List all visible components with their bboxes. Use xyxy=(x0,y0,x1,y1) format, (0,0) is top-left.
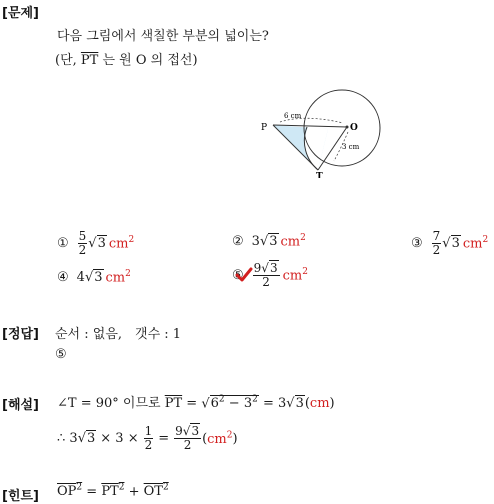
solution-line-2: ∴ 3 √3 × 3 × $\frac{1}{2}$ = $\frac{9√3}{2}$ $(cm^2)$ xyxy=(57,424,238,452)
label-6cm: 6 cm xyxy=(284,112,302,120)
choice-number: ① xyxy=(57,236,69,251)
radical: √3 xyxy=(88,236,106,251)
radical: √3 xyxy=(84,269,103,285)
geometry-figure xyxy=(255,88,385,178)
choice-3[interactable] xyxy=(411,230,488,257)
section-answer: [정답] xyxy=(2,327,39,342)
section-problem: [문제] xyxy=(2,6,39,21)
label-o: O xyxy=(350,123,358,133)
unit: $cm^2$ xyxy=(280,233,306,250)
problem-question: 다음 그림에서 색칠한 부분의 넓이는? xyxy=(57,29,269,44)
choice-number: ⑤ xyxy=(232,268,244,283)
coefficient: 4 xyxy=(76,269,85,285)
choice-1[interactable] xyxy=(57,230,134,257)
unit: $cm^2$ xyxy=(105,269,131,286)
choice-number: ② xyxy=(232,233,244,249)
fraction: $\frac{5}{2}$ xyxy=(78,229,87,257)
section-hint: [힌트] xyxy=(2,489,39,504)
fraction: $\frac{9√3}{2}$ xyxy=(253,261,278,289)
fraction: $\frac{7}{2}$ xyxy=(432,229,441,257)
radical: √3 xyxy=(259,233,278,249)
choice-4[interactable] xyxy=(57,269,131,285)
label-t: T xyxy=(316,172,323,178)
unit: $cm^2$ xyxy=(282,267,308,284)
segment-pt: $\overline{PT}$ xyxy=(80,53,99,68)
label-3cm: 3 cm xyxy=(342,143,360,151)
unit: $cm^2$ xyxy=(462,235,489,252)
hint-formula: $OP^2 = PT^2 + OT^2$ xyxy=(57,483,169,500)
section-solution: [해설] xyxy=(2,398,39,413)
coefficient: 3 xyxy=(251,233,260,249)
condition-prefix: (단, xyxy=(55,53,77,68)
answer-order-count: 순서 : 없음, 갯수 : 1 xyxy=(55,327,182,342)
unshaded-sector xyxy=(305,127,328,170)
unit: $cm^2$ xyxy=(108,235,135,252)
solution-line-1: ∠T = 90° 이므로 $\overline{PT} = √6^2 - 3^2 = 3√3(cm)$ xyxy=(57,394,335,411)
choice-5[interactable] xyxy=(232,262,308,289)
problem-condition xyxy=(55,49,198,68)
radical: √3 xyxy=(442,236,460,251)
choice-number: ③ xyxy=(411,236,423,251)
choice-2[interactable] xyxy=(232,233,306,249)
center-point xyxy=(346,126,349,129)
label-p: P xyxy=(261,123,268,133)
radical: $√6^2 - 3^2$ xyxy=(201,394,258,411)
choice-number: ④ xyxy=(57,269,69,285)
checkmark-icon xyxy=(235,267,253,283)
answer-choice: ⑤ xyxy=(55,347,67,362)
condition-suffix: 는 원 O 의 접선) xyxy=(102,53,198,68)
